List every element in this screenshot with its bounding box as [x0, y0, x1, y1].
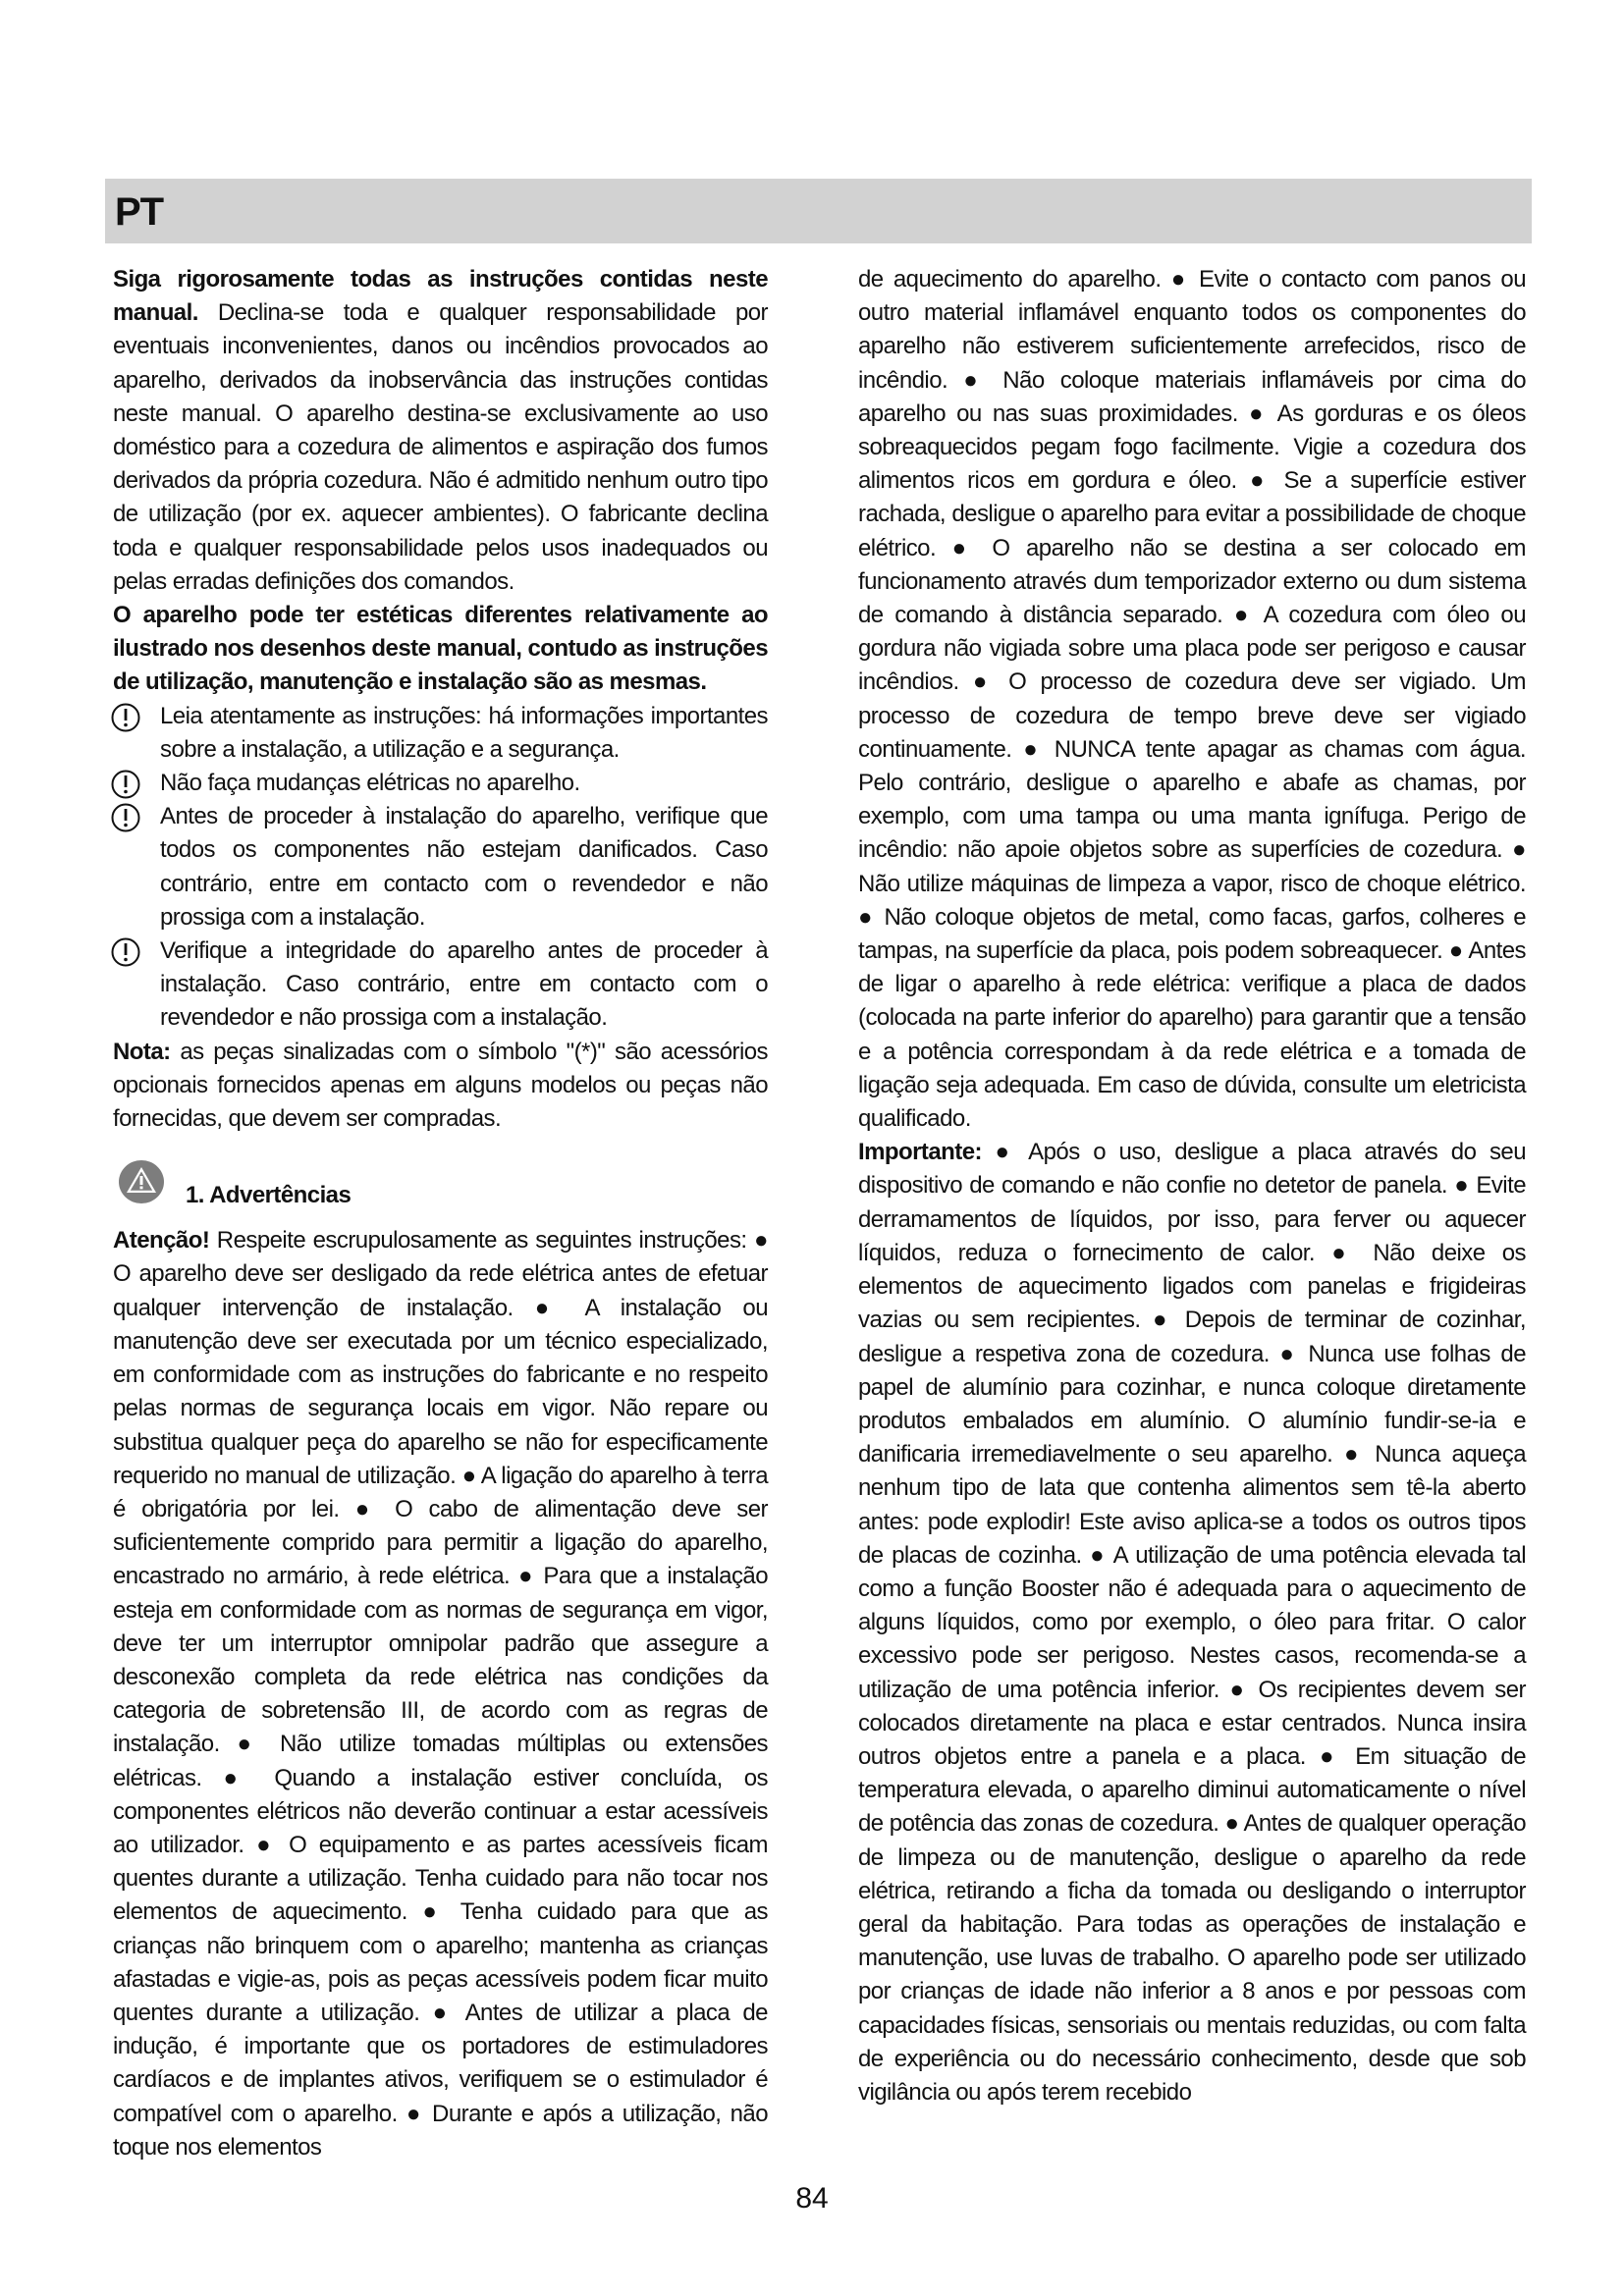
language-code: PT	[115, 190, 164, 234]
page-number: 84	[795, 2182, 829, 2215]
safety-paragraph: de aquecimento do aparelho. ● Evite o contacto com panos ou outro material inflamável enquanto todos os componentes do aparelho não estiverem suficientemente arrefecidos, risco de incêndio. ● Não coloque materiais inflamáveis por cima do aparelho ou nas suas proximidades. ● As gorduras e os óleos sobreaquecidos pegam fogo facilmente. Vigie a cozedura dos alimentos ricos em gordura e óleo. ● Se a superfície estiver rachada, desligue o aparelho para evitar a possibilidade de choque elétrico. ● O aparelho não se destina a ser colocado em funcionamento através dum temporizador externo ou dum sistema de comando à distância separado. ● A cozedura com óleo ou gordura não vigiada sobre uma placa pode ser perigoso e causar incêndios. ● O processo de cozedura deve ser vigiado. Um processo de cozedura de tempo breve deve ser vigiado continuamente. ● NUNCA tente apagar as chamas com água. Pelo contrário, desligue o aparelho e abafe as chamas, por exemplo, com uma tampa ou uma manta ignífuga. Perigo de incêndio: não apoie objetos sobre as superfícies de cozedura. ● Não utilize máquinas de limpeza a vapor, risco de choque elétrico. ● Não coloque objetos de metal, como facas, garfos, colheres e tampas, na superfície da placa, pois podem sobreaquecer. ● Antes de ligar o aparelho à rede elétrica: verifique a placa de dados (colocada na parte inferior do aparelho) para garantir que a tensão e a potência correspondam à da rede elétrica e a tomada de ligação seja adequada. Em caso de dúvida, consulte um eletricista qualificado.	[858, 266, 1526, 1133]
important-label: Importante:	[858, 1139, 982, 1166]
intro-bold: Siga rigorosamente todas as instruções contidas neste manual.	[113, 266, 768, 327]
info-circle-icon	[110, 936, 141, 968]
note-label: Nota:	[113, 1038, 171, 1065]
attention-paragraph: Atenção! Respeite escrupulosamente as seguintes instruções: ● O aparelho deve ser desligado da rede elétrica antes de efetuar qualquer intervenção de instalação. ● A instalação ou manutenção deve ser executada por um técnico especializado, em conformidade com as instruções do fabricante e no respeito pelas normas de segurança locais em vigor. Não repare ou substitua qualquer peça do aparelho se não for especificamente requerido no manual de utilização. ● A ligação do aparelho à terra é obrigatória por lei. ● O cabo de alimentação deve ser suficientemente comprido para permitir a ligação do aparelho, encastrado no armário, à rede elétrica. ● Para que a instalação esteja em conformidade com as normas de segurança em vigor, deve ter um interruptor omnipolar padrão que assegure a desconexão completa da rede elétrica nas condições da categoria de sobretensão III, de acordo com as regras de instalação. ● Não utilize tomadas múltiplas ou extensões elétricas. ● Quando a instalação estiver concluída, os componentes elétricos não deverão continuar a estar acessíveis ao utilizador. ● O equipamento e as partes acessíveis ficam quentes durante a utilização. Tenha cuidado para não tocar nos elementos de aquecimento. ● Tenha cuidado para que as crianças não brinquem com o aparelho; mantenha as crianças afastadas e vigie-as, pois as peças acessíveis podem ficar muito quentes durante a utilização. ● Antes de utilizar a placa de indução, é importante que os portadores de estimuladores cardíacos e de implantes ativos, verifiquem se o estimulador é compatível com o aparelho. ● Durante e após a utilização, não toque nos elementos	[113, 1227, 768, 2161]
info-circle-icon	[110, 769, 141, 800]
aesthetic-notice: O aparelho pode ter estéticas diferentes relativamente ao ilustrado nos desenhos deste manual, contudo as instruções de utilização, manutenção e instalação são as mesmas.	[113, 602, 768, 696]
warning-item: Verifique a integridade do aparelho antes de proceder à instalação. Caso contrário, entre em contacto com o revendedor e não prossiga com a instalação.	[113, 934, 768, 1036]
section-heading	[113, 1155, 768, 1224]
note-paragraph: Nota: as peças sinalizadas com o símbolo "(*)" são acessórios opcionais fornecidos apenas em alguns modelos ou peças não fornecidas, que devem ser compradas.	[113, 1038, 768, 1133]
intro-paragraph	[113, 263, 768, 599]
header-bar	[105, 179, 1532, 243]
info-circle-icon	[110, 802, 141, 833]
intro-text: Declina-se toda e qualquer responsabilidade por eventuais inconvenientes, danos ou incêndios provocados ao aparelho, derivados da inobservância das instruções contidas neste manual. O aparelho destina-se exclusivamente ao uso doméstico para a cozedura de alimentos e aspiração dos fumos derivados da própria cozedura. Não é admitido nenhum outro tipo de utilização (por ex. aquecer ambientes). O fabricante declina toda e qualquer responsabilidade pelos usos inadequados ou pelas erradas definições dos comandos.	[113, 299, 768, 595]
warning-triangle-icon	[117, 1157, 166, 1206]
warning-item: Leia atentamente as instruções: há informações importantes sobre a instalação, a utilização e a segurança.	[113, 700, 768, 767]
important-paragraph: Importante: ● Após o uso, desligue a placa através do seu dispositivo de comando e não confie no detetor de panela. ● Evite derramamentos de líquidos, por isso, para ferver ou aquecer líquidos, reduza o fornecimento de calor. ● Não deixe os elementos de aquecimento ligados com panelas e frigideiras vazias ou sem recipientes. ● Depois de terminar de cozinhar, desligue a respetiva zona de cozedura. ● Nunca use folhas de papel de alumínio para cozinhar, e nunca coloque diretamente produtos embalados em alumínio. O alumínio fundir-se-ia e danificaria irremediavelmente o seu aparelho. ● Nunca aqueça nenhum tipo de lata que contenha alimentos sem tê-la aberto antes: pode explodir! Este aviso aplica-se a todos os outros tipos de placas de cozinha. ● A utilização de uma potência elevada tal como a função Booster não é adequada para o aquecimento de alguns líquidos, como por exemplo, o óleo para fritar. O calor excessivo pode ser perigoso. Nestes casos, recomenda-se a utilização de uma potência inferior. ● Os recipientes devem ser colocados diretamente na placa e estar centrados. Nunca insira outros objetos entre a panela e a placa. ● Em situação de temperatura elevada, o aparelho diminui automaticamente o nível de potência das zonas de cozedura. ● Antes de qualquer operação de limpeza ou de manutenção, desligue o aparelho da rede elétrica, retirando a ficha da tomada ou desligando o interruptor geral da habitação. Para todas as operações de instalação e manutenção, use luvas de trabalho. O aparelho pode ser utilizado por crianças de idade não inferior a 8 anos e por pessoas com capacidades físicas, sensoriais ou mentais reduzidas, ou com falta de experiência ou do necessário conhecimento, desde que sob vigilância ou após terem recebido	[858, 1139, 1526, 2106]
section-title: 1. Advertências	[186, 1182, 352, 1209]
right-column	[858, 263, 1526, 2109]
warning-item: Não faça mudanças elétricas no aparelho.	[113, 767, 768, 800]
left-column	[113, 263, 768, 2164]
attention-label: Atenção!	[113, 1227, 210, 1255]
info-circle-icon	[110, 702, 141, 733]
warning-item: Antes de proceder à instalação do aparelho, verifique que todos os componentes não estejam danificados. Caso contrário, entre em contacto com o revendedor e não prossiga com a instalação.	[113, 800, 768, 934]
